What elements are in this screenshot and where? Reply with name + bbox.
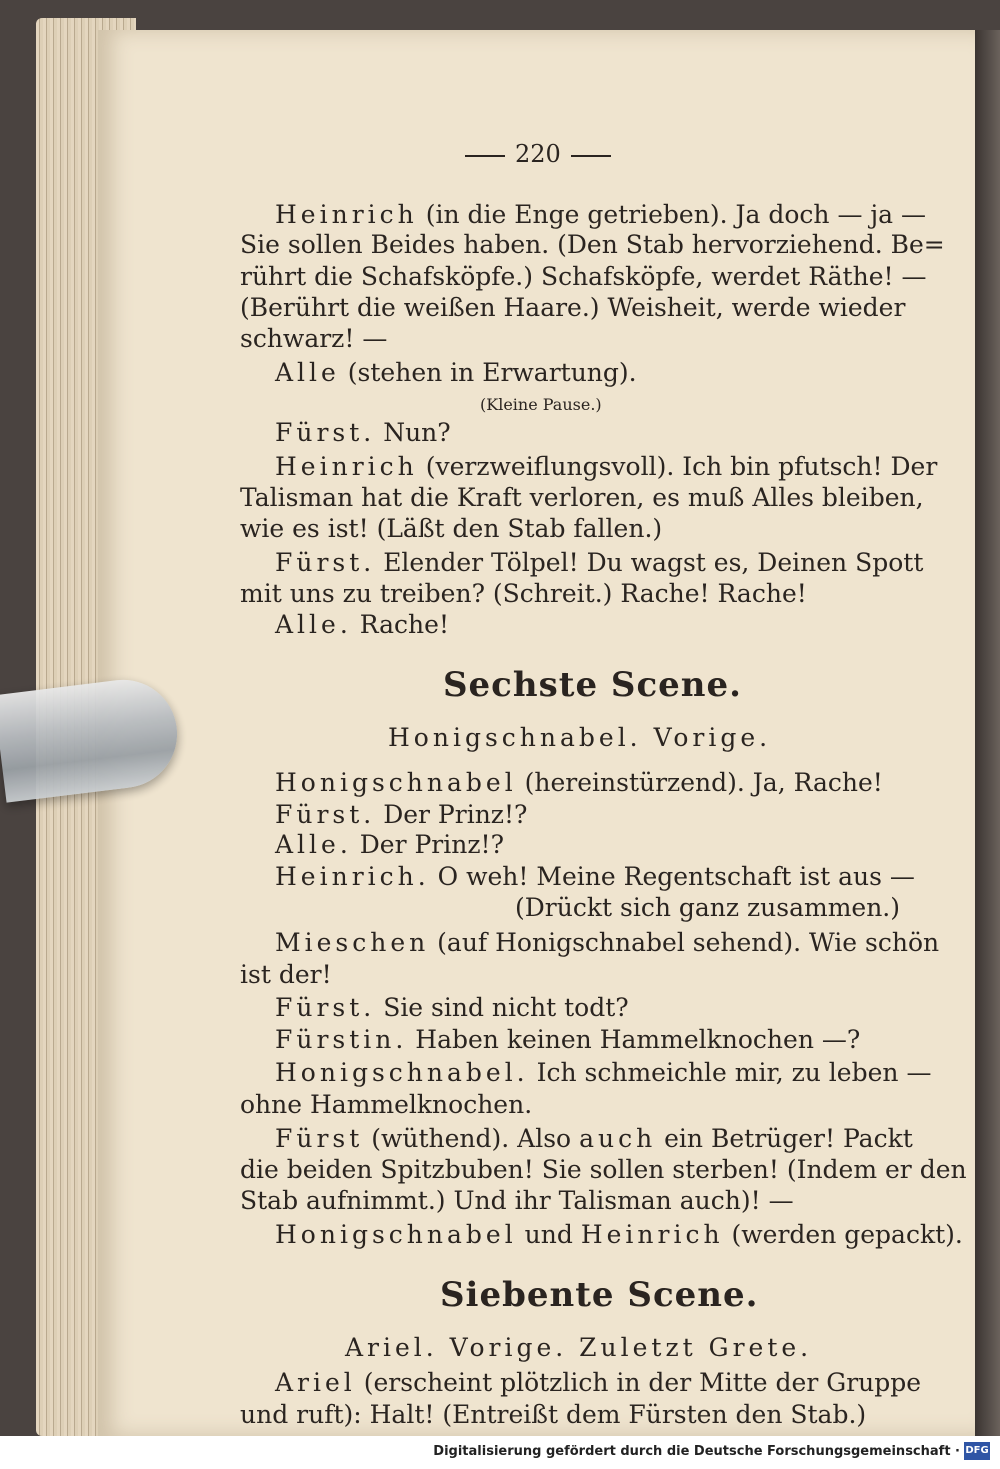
speaker: Heinrich. <box>275 862 430 891</box>
cast-line: Honigschnabel. Vorige. <box>388 723 772 752</box>
text-line: Alle (stehen in Erwartung). <box>275 358 637 387</box>
footer-credit: Digitalisierung gefördert durch die Deutsche Forschungsgemeinschaft · <box>433 1444 960 1459</box>
ornament-right <box>571 155 611 157</box>
text-line: Alle. Rache! <box>275 610 449 639</box>
stage-direction: (Drückt sich ganz zusammen.) <box>515 893 901 922</box>
text-line: wie es ist! (Läßt den Stab fallen.) <box>240 514 663 543</box>
speaker: Heinrich <box>580 1220 724 1249</box>
text-line: Fürst (wüthend). Also auch ein Betrüger! Packt <box>275 1124 913 1153</box>
text-line: Mieschen (auf Honigschnabel sehend). Wie schön <box>275 928 940 957</box>
speaker: Fürst. <box>275 548 376 577</box>
text-line: ist der! <box>240 960 332 989</box>
text-line: Fürst. Nun? <box>275 418 451 447</box>
stage-direction: (Kleine Pause.) <box>480 395 602 414</box>
text-line: Fürstin. Haben keinen Hammelknochen —? <box>275 1025 861 1054</box>
text-line: mit uns zu treiben? (Schreit.) Rache! Rache! <box>240 579 807 608</box>
speaker: Honigschnabel <box>275 768 517 797</box>
cast-line: Ariel. Vorige. Zuletzt Grete. <box>345 1333 813 1362</box>
text-line: die beiden Spitzbuben! Sie sollen sterben! (Indem er den <box>240 1155 967 1184</box>
text-line: Honigschnabel und Heinrich (werden gepackt). <box>275 1220 963 1249</box>
speaker: Alle. <box>275 610 352 639</box>
text-line: Alle. Der Prinz!? <box>275 830 504 859</box>
dfg-logo: DFG <box>964 1442 990 1460</box>
scene6-heading: Sechste Scene. <box>443 665 742 705</box>
speaker: Heinrich <box>275 200 418 229</box>
speaker: Honigschnabel <box>275 1220 517 1249</box>
speaker: Fürstin. <box>275 1025 408 1054</box>
text-line: Ariel (erscheint plötzlich in der Mitte der Gruppe <box>275 1368 922 1397</box>
speaker: Alle <box>275 358 340 387</box>
text-line: schwarz! — <box>240 324 388 353</box>
text-line: Heinrich (in die Enge getrieben). Ja doch — ja — <box>275 200 926 229</box>
speaker: Alle. <box>275 830 352 859</box>
speaker: Honigschnabel. <box>275 1058 529 1087</box>
ornament-left <box>465 155 505 157</box>
page-number: 220 <box>515 140 561 168</box>
text-line: Fürst. Elender Tölpel! Du wagst es, Deinen Spott <box>275 548 924 577</box>
text-line: Fürst. Sie sind nicht todt? <box>275 993 629 1022</box>
speaker: Ariel <box>275 1368 356 1397</box>
text-line: und ruft): Halt! (Entreißt dem Fürsten den Stab.) <box>240 1400 867 1429</box>
text-line: Honigschnabel. Ich schmeichle mir, zu leben — <box>275 1058 932 1087</box>
speaker: Fürst. <box>275 800 376 829</box>
text-line: Fürst. Der Prinz!? <box>275 800 528 829</box>
text-line: ohne Hammelknochen. <box>240 1090 533 1119</box>
text-line: Honigschnabel (hereinstürzend). Ja, Rache! <box>275 768 883 797</box>
text-line: Talisman hat die Kraft verloren, es muß Alles bleiben, <box>240 483 924 512</box>
text-line: Heinrich (verzweiflungsvoll). Ich bin pfutsch! Der <box>275 452 938 481</box>
text-line: Heinrich. O weh! Meine Regentschaft ist aus — <box>275 862 915 891</box>
page-number-row <box>455 140 621 168</box>
speaker: Heinrich <box>275 452 418 481</box>
speaker: Fürst. <box>275 993 376 1022</box>
text-line: rührt die Schafsköpfe.) Schafsköpfe, werdet Räthe! — <box>240 262 927 291</box>
text-line: (Berührt die weißen Haare.) Weisheit, werde wieder <box>240 293 906 322</box>
speaker: Fürst <box>275 1124 364 1153</box>
emphasis: auch <box>579 1124 657 1153</box>
scene7-heading: Siebente Scene. <box>440 1275 759 1315</box>
text-line: Sie sollen Beides haben. (Den Stab hervorziehend. Be= <box>240 230 945 259</box>
speaker: Fürst. <box>275 418 376 447</box>
text-line: Stab aufnimmt.) Und ihr Talisman auch)! — <box>240 1186 794 1215</box>
speaker: Mieschen <box>275 928 430 957</box>
